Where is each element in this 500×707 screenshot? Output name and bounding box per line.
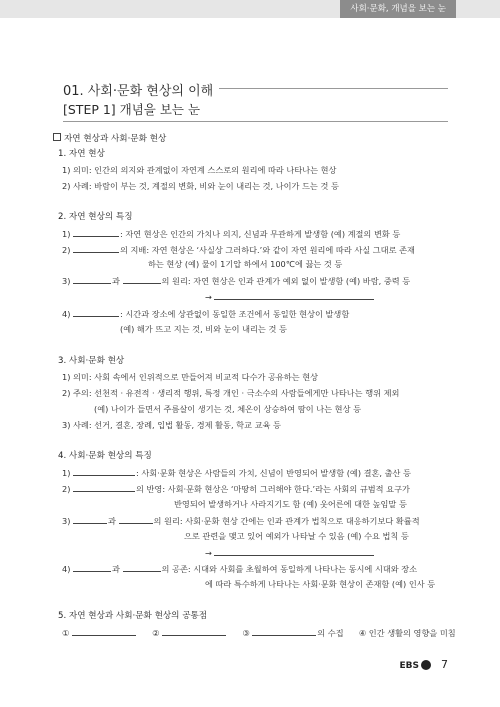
s2-item-3-arrow <box>205 291 375 303</box>
item-text: 과 <box>112 276 120 286</box>
item-number: 2) <box>62 245 71 255</box>
blank <box>73 483 135 492</box>
s3-caution-cont: (예) 나이가 들면서 주름살이 생기는 것, 체온이 상승하여 땀이 나는 현상 등 <box>94 404 361 414</box>
s4-item-4 <box>62 563 417 575</box>
item-text: : 사회·문화 현상은 사람들의 가치, 신념이 반영되어 발생함 (예) 결혼, 출산 등 <box>136 468 411 478</box>
s2-item-4 <box>62 308 349 320</box>
blank <box>162 627 226 636</box>
item-number: 1) <box>62 468 71 478</box>
blank <box>123 275 161 284</box>
checkbox-icon <box>53 133 61 141</box>
blank <box>252 627 316 636</box>
blank <box>73 244 119 253</box>
s2-item-4-cont: (예) 해가 뜨고 지는 것, 비와 눈이 내리는 것 등 <box>120 324 287 334</box>
section-1-heading: 1. 자연 현상 <box>58 149 105 159</box>
step-rule <box>63 121 448 122</box>
section-3-heading: 3. 사회·문화 현상 <box>58 356 125 366</box>
s1-examples: 2) 사례: 바람이 부는 것, 계절의 변화, 비와 눈이 내리는 것, 나이가 드는 것 등 <box>62 181 339 191</box>
chapter-title: 01. 사회·문화 현상의 이해 <box>63 84 219 99</box>
s4-item-2-cont: 반영되어 발생하거나 사라지기도 함 (예) 웃어른에 대한 높임말 등 <box>174 499 407 509</box>
box-heading <box>53 133 166 145</box>
s3-examples: 3) 사례: 선거, 결혼, 장례, 입법 활동, 경제 활동, 학교 교육 등 <box>62 420 281 430</box>
s4-item-4-cont: 에 따라 특수하게 나타나는 사회·문화 현상이 존재함 (예) 인사 등 <box>205 579 436 589</box>
footer <box>400 658 449 671</box>
logo-dot-icon <box>421 660 431 670</box>
option-1-marker: ① <box>62 628 70 638</box>
item-number: 2) <box>62 484 71 494</box>
item-text: 의 반영: 사회·문화 현상은 ‘마땅히 그러해야 한다.’라는 사회의 규범적 요구가 <box>136 484 410 494</box>
s1-meaning: 1) 의미: 인간의 의지와 관계없이 자연계 스스로의 원리에 따라 나타나는 현상 <box>62 165 337 175</box>
blank <box>119 515 153 524</box>
s4-item-3 <box>62 515 420 527</box>
header-section-tab: 사회·문화, 개념을 보는 눈 <box>340 0 456 18</box>
item-text: : 시간과 장소에 상관없이 동일한 조건에서 동일한 현상이 발생함 <box>120 309 350 319</box>
s2-item-2 <box>62 244 415 256</box>
step-title: [STEP 1] 개념을 보는 눈 <box>63 102 201 117</box>
s5-options <box>62 627 456 639</box>
s4-item-1 <box>62 467 411 479</box>
item-text: 의 원리: 사회·문화 현상 간에는 인과 관계가 법칙으로 대응하기보다 확률적 <box>153 516 420 526</box>
item-number: 4) <box>62 564 71 574</box>
item-text: 과 <box>112 564 120 574</box>
blank <box>73 515 107 524</box>
arrow-glyph: → <box>205 548 212 558</box>
item-number: 1) <box>62 229 71 239</box>
s2-item-2-cont: 하는 현상 (예) 물이 1기압 하에서 100℃에 끓는 것 등 <box>148 259 343 269</box>
s3-caution: 2) 주의: 선천적 · 유전적 · 생리적 행위, 특정 개인 · 극소수의 사람들에게만 나타나는 행위 제외 <box>62 388 400 398</box>
item-number: 3) <box>62 276 71 286</box>
section-2-heading: 2. 자연 현상의 특징 <box>58 212 133 222</box>
s2-item-3 <box>62 275 410 287</box>
option-3-marker: ③ <box>242 628 250 638</box>
s3-meaning: 1) 의미: 사회 속에서 인위적으로 만들어져 비교적 다수가 공유하는 현상 <box>62 372 319 382</box>
blank <box>73 308 119 317</box>
s4-item-2 <box>62 483 410 495</box>
item-text: 의 공존: 시대와 사회를 초월하여 동일하게 나타나는 동시에 시대와 장소 <box>161 564 418 574</box>
s2-item-1 <box>62 228 400 240</box>
item-text: : 자연 현상은 인간의 가치나 의지, 신념과 무관하게 발생함 (예) 계절의 변화 등 <box>120 229 401 239</box>
option-2-marker: ② <box>152 628 160 638</box>
ebs-logo: EBS <box>399 661 419 671</box>
section-4-heading: 4. 사회·문화 현상의 특징 <box>58 451 152 461</box>
s4-item-3-cont: 으로 관련을 맺고 있어 예외가 나타날 수 있음 (예) 수요 법칙 등 <box>184 531 409 541</box>
box-title: 자연 현상과 사회·문화 현상 <box>64 134 167 144</box>
item-text: 과 <box>108 516 116 526</box>
item-number: 3) <box>62 516 71 526</box>
item-number: 4) <box>62 309 71 319</box>
page-number: 7 <box>441 658 448 671</box>
blank <box>123 563 161 572</box>
blank <box>73 467 135 476</box>
option-3-text: 의 수집 <box>317 628 344 638</box>
chapter-heading <box>63 80 448 99</box>
item-text: 의 지배: 자연 현상은 ‘사실상 그러하다.’와 같이 자연 원리에 따라 사실 그대로 존재 <box>120 245 415 255</box>
s4-item-3-arrow <box>205 547 375 559</box>
blank <box>72 627 136 636</box>
blank <box>214 547 374 556</box>
section-5-heading: 5. 자연 현상과 사회·문화 현상의 공통점 <box>58 611 208 621</box>
blank <box>73 228 119 237</box>
arrow-glyph: → <box>205 292 212 302</box>
blank <box>214 291 374 300</box>
option-4-text: ④ 인간 생활의 영향을 미침 <box>358 628 456 638</box>
item-text: 의 원리: 자연 현상은 인과 관계가 예외 없이 발생함 (예) 바람, 중력 등 <box>161 276 411 286</box>
blank <box>73 275 111 284</box>
blank <box>73 563 111 572</box>
